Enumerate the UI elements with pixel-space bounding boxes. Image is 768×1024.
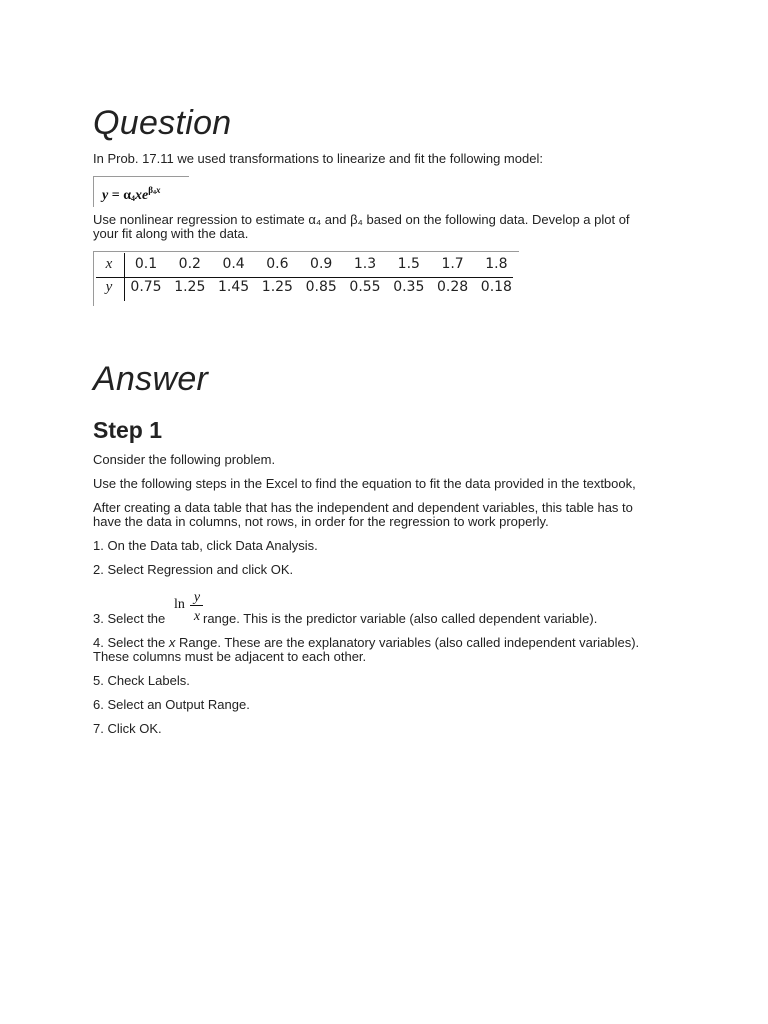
table-x-label: x [105,256,113,272]
step-item-7: 7. Click OK. [93,721,162,736]
table-y-cell: 1.25 [174,279,206,295]
table-x-cell: 1.3 [353,256,377,272]
table-horizontal-rule [96,277,513,278]
question-task-line-2: your fit along with the data. [93,226,249,241]
table-y-cell: 0.85 [305,279,337,295]
table-x-cell: 1.5 [397,256,420,272]
table-x-cell: 0.9 [310,256,333,272]
answer-p3-line-1: After creating a data table that has the independent and dependent variables, this table has to [93,500,633,515]
eq-equals: = [111,188,120,203]
step-item-4-pre: 4. Select the [93,635,166,650]
fraction-denominator: x [193,609,201,624]
answer-p2: Use the following steps in the Excel to find the equation to fit the data provided in the textbook, [93,476,636,491]
step-item-4-line-2: These columns must be adjacent to each other. [93,649,367,664]
fraction-numerator: y [193,590,201,605]
step-item-2: 2. Select Regression and click OK. [93,562,294,577]
table-x-cell: 0.4 [222,256,245,272]
table-y-label: y [105,279,113,295]
question-heading: Question [93,104,232,142]
model-equation-box [93,176,189,207]
table-x-cell: 1.8 [485,256,508,272]
answer-p1: Consider the following problem. [93,452,276,467]
table-y-cell: 0.28 [437,279,469,295]
step-item-3-post: range. This is the predictor variable (also called dependent variable). [203,611,598,626]
table-x-cell: 0.2 [178,256,201,272]
model-equation [102,185,161,204]
table-y-cell: 0.55 [349,279,381,295]
eq-beta-sub: 4 [153,190,156,196]
eq-exponent [148,185,160,195]
table-y-cell: 1.25 [261,279,293,295]
table-x-cell: 1.7 [441,256,464,272]
step-item-4 [93,636,639,650]
eq-exp-x: x [156,185,161,195]
eq-e: e [142,188,149,203]
ln-label: ln [174,597,185,612]
step-item-5: 5. Check Labels. [93,673,190,688]
table-y-cell: 0.18 [480,279,512,295]
table-x-cell: 0.1 [134,256,158,272]
fraction-bar [190,605,203,606]
table-x-cell: 0.6 [266,256,289,272]
answer-p3-line-2: have the data in columns, not rows, in order for the regression to work properly. [93,514,549,529]
step-item-6: 6. Select an Output Range. [93,697,250,712]
question-intro: In Prob. 17.11 we used transformations to linearize and fit the following model: [93,151,543,166]
eq-beta: β [148,185,153,195]
step-item-4-x: x [168,635,176,650]
eq-alpha: α [123,188,132,203]
question-task-line-1: Use nonlinear regression to estimate α₄ and β₄ based on the following data. Develop a plot of [93,212,630,227]
eq-x: x [135,188,143,203]
step-item-3-pre: 3. Select the [93,611,166,626]
eq-alpha-sub: 4 [131,194,136,203]
table-y-cell: 1.45 [218,279,250,295]
step-item-4-post: Range. These are the explanatory variables (also called independent variables). [179,635,640,650]
data-table [93,251,519,306]
step-item-1: 1. On the Data tab, click Data Analysis. [93,538,318,553]
answer-heading: Answer [93,360,209,398]
eq-y: y [102,188,109,203]
table-y-cell: 0.75 [130,279,162,295]
step-title: Step 1 [93,417,163,443]
table-y-cell: 0.35 [393,279,425,295]
